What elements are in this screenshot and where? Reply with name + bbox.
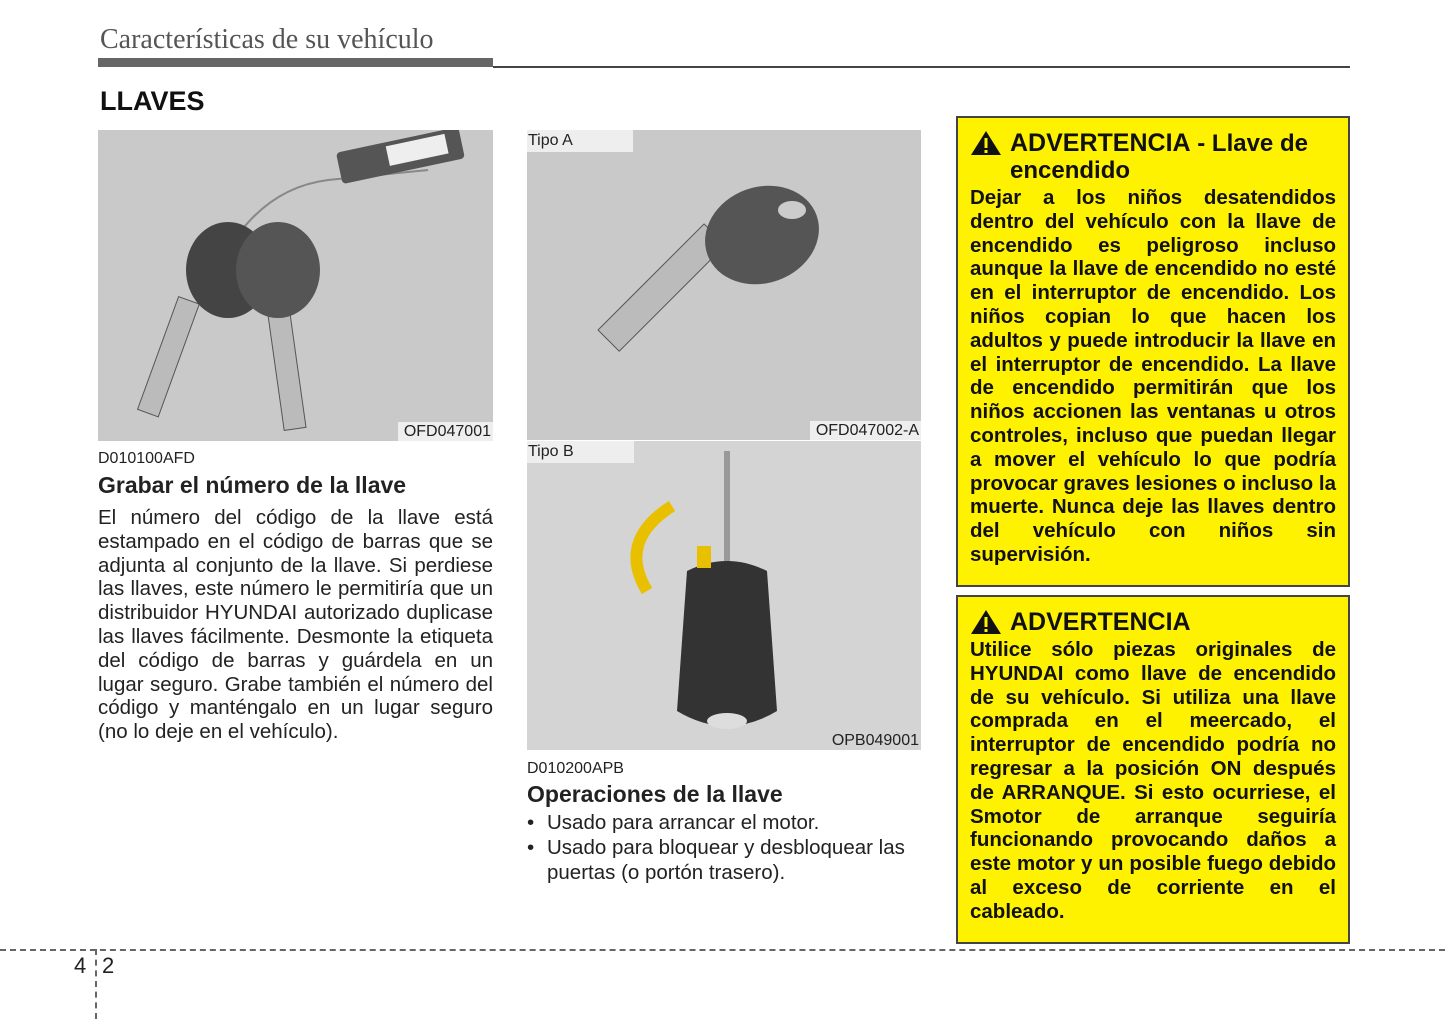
key-type-b-image <box>527 441 921 750</box>
warning-body: Dejar a los niños desatendidos dentro del vehículo con la llave de encendido es peligroso incluso aunque la llave de encendido no esté en el interruptor de encendido. Los niños copian lo que hacen los adultos y puede introducir la llave en el interruptor de encendido. La llave de encendido permitirán que los niños accionen las ventanas u otros controles, incluso que puedan llegar a mover el vehículo lo que podría provocar graves lesiones o incluso la muerte. Nunca deje las llaves dentro del vehículo con niños sin supervisión. <box>970 186 1336 566</box>
image-code: OPB049001 <box>831 732 919 749</box>
header-bar <box>98 58 493 67</box>
warning-box-ignition-key <box>956 116 1350 587</box>
footer-rule <box>0 949 1445 951</box>
warning-triangle-icon <box>970 609 1002 635</box>
running-header: Características de su vehículo <box>100 24 434 55</box>
section-title: LLAVES <box>100 86 205 116</box>
warning-title: ADVERTENCIA <box>1010 129 1191 157</box>
smart-key-illustration <box>527 441 921 750</box>
image-code: OFD047001 <box>398 422 493 441</box>
warning-triangle-icon <box>970 130 1002 156</box>
bullet-item: • Usado para arrancar el motor. <box>527 810 922 835</box>
header-rule <box>493 66 1350 68</box>
image-code: OFD047002-A <box>810 421 921 440</box>
key-type-a-image <box>527 130 921 440</box>
keys-illustration <box>98 130 493 441</box>
type-a-label: Tipo A <box>527 130 633 152</box>
page-number-divider <box>95 949 97 1019</box>
page-number: 2 <box>102 953 115 978</box>
warning-box-original-parts <box>956 595 1350 944</box>
bullet-item: • Usado para bloquear y desbloquear las puertas (o portón trasero). <box>527 835 922 885</box>
reference-code: D010200APB <box>527 760 624 777</box>
subsection-heading: Grabar el número de la llave <box>98 472 407 498</box>
warning-body: Utilice sólo piezas originales de HYUNDAI como llave de encendido de su vehículo. Si utiliza una llave comprada en el meercado, el interruptor de encendido podría no regresar a la posición ON después de ARRANQUE. Si esto ocurriese, el Smotor de arranque seguiría funcionando provocando daños a este motor y un posible fuego debido al exceso de corriente en el cableado. <box>970 638 1336 923</box>
bullet-list <box>527 810 922 885</box>
warning-title: ADVERTENCIA <box>1010 608 1191 636</box>
warning-subtitle: - Llave de encendido <box>1010 130 1308 184</box>
subsection-heading: Operaciones de la llave <box>527 781 783 807</box>
key-type-a-illustration <box>527 130 921 440</box>
keys-image <box>98 130 493 441</box>
type-b-label: Tipo B <box>527 441 634 463</box>
chapter-number: 4 <box>74 953 87 978</box>
body-paragraph: El número del código de la llave está estampado en el código de barras que se adjunta al conjunto de la llave. Si perdiese las llaves, este número le permitiría que un distribuidor HYUNDAI autorizado duplicase las llaves fácilmente. Desmonte la etiqueta del código de barras y guárdela en un lugar seguro. Grabe también el número del código y manténgalo en un lugar seguro (no lo deje en el vehículo). <box>98 506 493 744</box>
reference-code: D010100AFD <box>98 450 195 467</box>
